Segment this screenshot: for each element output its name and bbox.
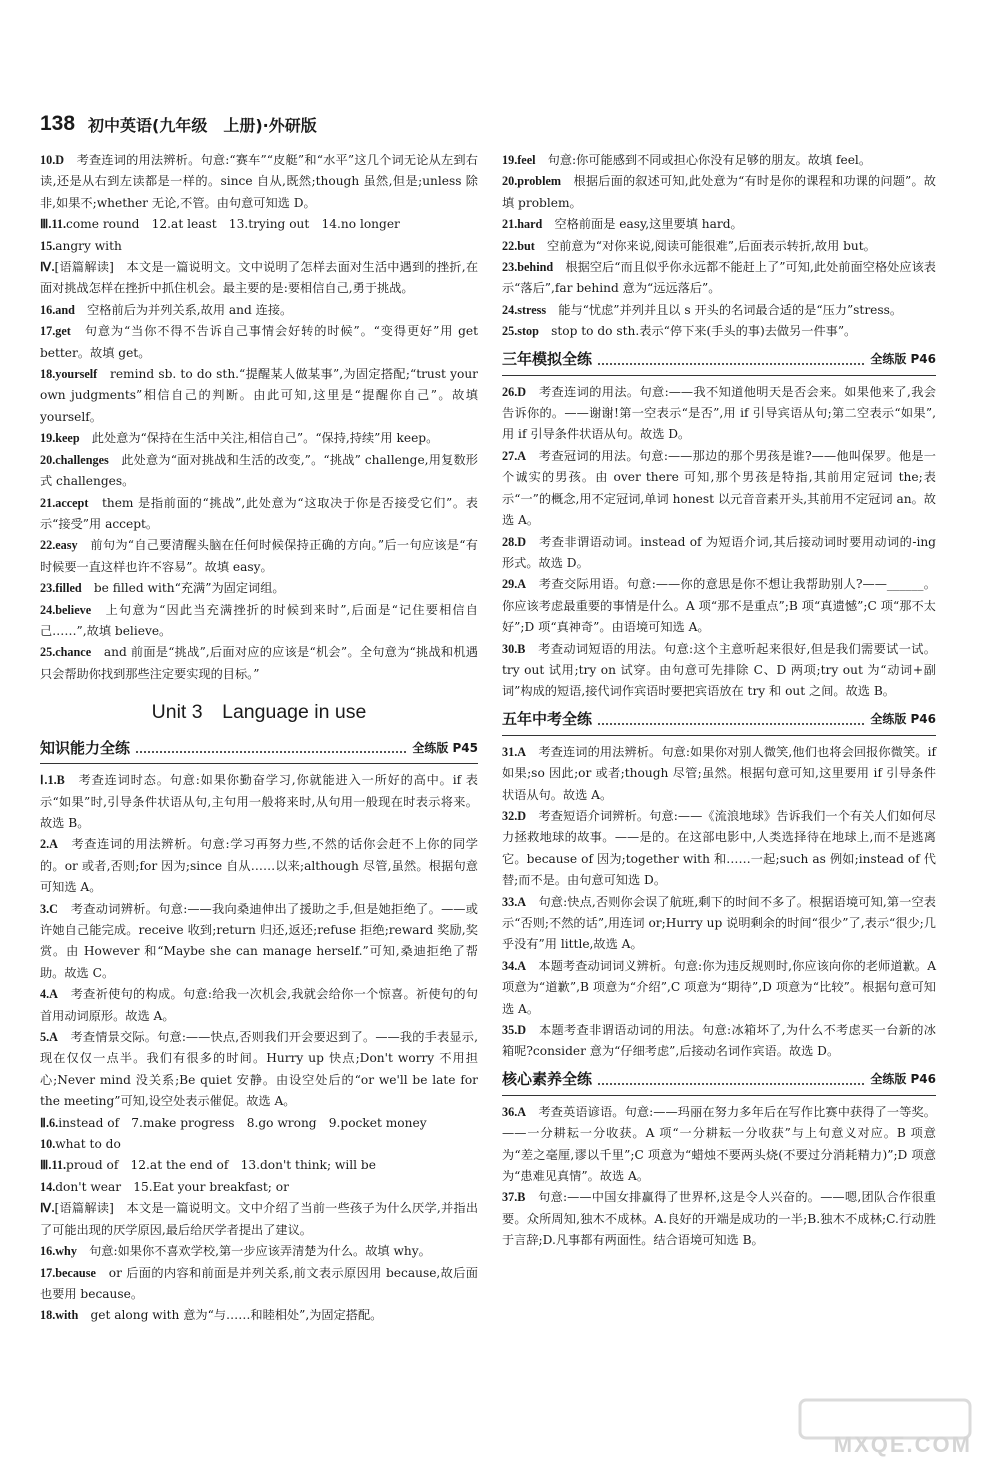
answer-entry <box>502 150 936 171</box>
answer-number: 26.D <box>502 384 527 399</box>
answer-text: [语篇解读] 本文是一篇说明文。文中介绍了当前一些孩子为什么厌学,并指出了可能出现的厌学原因,最后给厌学者提出了建议。 <box>40 1201 479 1237</box>
right-entries-bottom <box>502 1102 936 1252</box>
answer-text: 考查英语谚语。句意:——玛丽在努力多年后在写作比赛中获得了一等奖。——一分耕耘一分收获。A 项“一分耕耘一分收获”与上句意义对应。B 项意为“差之毫厘,谬以千里”;C 项意为“蜡烛不要两头烧(不要过分消耗精力)”;D 项意为“患难见真情”。故选 A。 <box>502 1104 936 1184</box>
answer-number: 20.challenges <box>40 452 109 467</box>
answer-number: Ⅰ.1.B <box>40 773 65 788</box>
answer-entry <box>40 1177 478 1198</box>
answer-text: 能与“忧虑”并列并且以 s 开头的名词最合适的是“压力”stress。 <box>546 302 903 317</box>
answer-number: 31.A <box>502 744 527 759</box>
answer-entry <box>40 984 478 1027</box>
answer-text: 句意:——中国女排赢得了世界杯,这是令人兴奋的。——嗯,团队合作很重要。众所周知,独木不成林。A.良好的开端是成功的一半;B.独木不成林;C.行动胜于言辞;D.凡事都有两面性。结合语境可知选 B。 <box>502 1190 936 1248</box>
answer-entry <box>502 1102 936 1188</box>
answer-number: 15. <box>40 238 56 253</box>
answer-entry <box>40 1027 478 1113</box>
answer-entry <box>40 321 478 364</box>
answer-entry <box>502 300 936 321</box>
answer-entry <box>40 642 478 685</box>
answer-entry <box>502 446 936 532</box>
section-rule <box>502 375 936 376</box>
section-dots <box>598 723 864 725</box>
answer-entry <box>40 364 478 428</box>
answer-entry <box>502 574 936 638</box>
answer-entry <box>40 770 478 834</box>
answer-text: angry with <box>55 238 122 253</box>
answer-text: 考查短语介词辨析。句意:——《流浪地球》告诉我们一个有关人们如何尽力拯救地球的故事。——是的。在这部电影中,人类选择待在地球上,而不是逃离它。because of 因为;together with 和……一起;such as 例如;instead of 代替;而不是。由句意可知选 D。 <box>502 808 936 888</box>
section-header-knowledge <box>40 735 478 759</box>
answer-entry <box>502 1187 936 1251</box>
answer-number: 18.yourself <box>40 367 98 382</box>
section-header-core <box>502 1067 936 1091</box>
answer-text: instead of 7.make progress 8.go wrong 9.pocket money <box>58 1115 427 1130</box>
section-title: 核心素养全练 <box>502 1070 593 1089</box>
answer-text: remind sb. to do sth.“提醒某人做某事”,为固定搭配;“trust your own judgments”相信自己的判断。由此可知,这里是“提醒你自己”。故填 yourself。 <box>40 367 478 424</box>
answer-entry <box>502 1020 936 1063</box>
answer-number: 18.with <box>40 1308 79 1323</box>
answer-text: 句意:你可能感到不同或担心你没有足够的朋友。故填 feel。 <box>535 153 872 167</box>
answer-entry <box>502 956 936 1020</box>
answer-entry <box>40 834 478 898</box>
answer-entry <box>40 535 478 578</box>
right-entries-mid <box>502 382 936 703</box>
answer-number: 36.A <box>502 1104 527 1119</box>
answer-text: 空格前面是 easy,这里要填 hard。 <box>542 217 743 232</box>
answer-number: 20.problem <box>502 174 562 189</box>
answer-number: Ⅱ.6. <box>40 1115 59 1130</box>
watermark-text: MXQE.COM <box>833 1432 972 1457</box>
answer-entry <box>40 600 478 643</box>
answer-text: stop to do sth.表示“停下来(手头的事)去做另一件事”。 <box>538 324 857 339</box>
left-column <box>40 150 478 1327</box>
answer-entry <box>40 300 478 321</box>
answer-text: 根据空后“而且似乎你永远都不能赶上了”可知,此处前面空格处应该表示“落后”,far behind 意为“远远落后”。 <box>502 260 936 296</box>
answer-entry <box>502 236 936 257</box>
right-column <box>502 150 936 1252</box>
answer-entry <box>502 892 936 956</box>
answer-number: 34.A <box>502 958 527 973</box>
watermark-logo <box>780 1396 990 1466</box>
answer-number: 27.A <box>502 448 527 463</box>
answer-number: 32.D <box>502 808 527 823</box>
answer-entry <box>40 236 478 257</box>
section-title: 三年模拟全练 <box>502 350 593 369</box>
answer-number: 21.hard <box>502 217 543 232</box>
section-title: 知识能力全练 <box>40 738 131 757</box>
answer-text: 考查连词的用法辨析。句意:如果你对别人微笑,他们也将会回报你微笑。if 如果;so 因此;or 或者;though 尽管;虽然。根据句意可知,这里要用 if 引导条件状语从句。故选 A。 <box>502 744 936 802</box>
answer-text: 此处意为“保持在生活中关注,相信自己”。“保持,持续”用 keep。 <box>79 431 439 446</box>
answer-number: Ⅲ.11. <box>40 1158 67 1173</box>
answer-text: be filled with“充满”为固定词组。 <box>81 581 285 596</box>
answer-entry <box>502 171 936 214</box>
section-header-five-year <box>502 707 936 731</box>
answer-number: 21.accept <box>40 495 89 510</box>
answer-entry <box>40 1113 478 1134</box>
answer-entry <box>40 578 478 599</box>
answer-number: Ⅲ.11. <box>40 217 67 232</box>
page-header <box>40 112 970 142</box>
answer-number: Ⅳ. <box>40 1201 55 1216</box>
answer-entry <box>40 1155 478 1176</box>
answer-number: 29.A <box>502 577 527 592</box>
answer-entry <box>40 428 478 449</box>
section-dots <box>598 1083 864 1085</box>
left-entries-bottom <box>40 770 478 1327</box>
answer-entry <box>40 899 478 985</box>
answer-number: 17.get <box>40 324 71 339</box>
section-title: 五年中考全练 <box>502 710 593 729</box>
answer-text: 考查连词的用法辨析。句意:学习再努力些,不然的话你会赶不上你的同学的。or 或者,否则;for 因为;since 自从……以来;although 尽管,虽然。根据句意可知选 A。 <box>40 837 478 895</box>
answer-number: 24.believe <box>40 602 92 617</box>
answer-text: 考查祈使句的构成。句意:给我一次机会,我就会给你一个惊喜。祈使句的句首用动词原形。故选 A。 <box>40 987 478 1023</box>
answer-number: 10. <box>40 1137 56 1152</box>
answer-entry <box>502 382 936 446</box>
answer-entry <box>502 742 936 806</box>
answer-number: 23.behind <box>502 260 554 275</box>
answer-text: 空前意为“对你来说,阅读可能很难”,后面表示转折,故用 but。 <box>534 238 876 253</box>
answer-number: 19.keep <box>40 431 80 446</box>
answer-number: 16.and <box>40 302 75 317</box>
answer-number: 10.D <box>40 153 65 167</box>
answer-text: [语篇解读] 本文是一篇说明文。文中说明了怎样去面对生活中遇到的挫折,在面对挑战怎样在挫折中抓住机会。最主要的是:要相信自己,勇于挑战。 <box>40 260 479 296</box>
answer-entry <box>40 1305 478 1326</box>
section-dots <box>136 751 406 753</box>
answer-entry <box>502 214 936 235</box>
answer-text: proud of 12.at the end of 13.don't think; will be <box>66 1158 376 1173</box>
answer-number: 16.why <box>40 1244 77 1259</box>
answer-text: what to do <box>55 1137 121 1152</box>
section-rule <box>502 735 936 736</box>
answer-text: and 前面是“挑战”,后面对应的应该是“机会”。全句意为“挑战和机遇只会帮助你找到那些注定要实现的目标。” <box>40 645 478 681</box>
answer-entry <box>40 1134 478 1155</box>
page-number: 138 <box>40 112 76 135</box>
section-rule <box>502 1095 936 1096</box>
answer-number: 30.B <box>502 641 526 656</box>
answer-entry <box>502 806 936 892</box>
answer-entry <box>40 450 478 493</box>
answer-text: 本题考查动词词义辨析。句意:你为违反规则时,你应该向你的老师道歉。A 项意为“道歉”,B 项意为“介绍”,C 项意为“期待”,D 项意为“比较”。根据句意可知选 A。 <box>502 958 936 1016</box>
answer-text: 考查动词辨析。句意:——我向桑迪伸出了援助之手,但是她拒绝了。——或许她自己能完成。receive 收到;return 归还,返还;refuse 拒绝;reward 奖励,奖赏。由 However 和“Maybe she can manage herself.”可知,桑迪拒绝了帮助。故选 C。 <box>40 901 478 980</box>
answer-number: 35.D <box>502 1023 527 1038</box>
answer-text: 前句为“自己要清醒头脑在任何时候保持正确的方向。”后一句应该是“有时候要一直这样也许不容易”。故填 easy。 <box>40 538 478 574</box>
unit-title: Unit 3 Language in use <box>151 701 367 724</box>
answer-number: 19.feel <box>502 153 536 167</box>
answer-number: 23.filled <box>40 581 82 596</box>
section-ref: 全练版 P46 <box>870 1072 936 1087</box>
right-entries-top <box>502 150 936 343</box>
answer-text: 考查交际用语。句意:——你的意思是你不想让我帮助别人?——______。你应该考虑最重要的事情是什么。A 项“那不是重点”;B 项“真遗憾”;C 项“那不太好”;D 项“真神奇”。由语境可知选 A。 <box>502 577 936 635</box>
section-header-three-year <box>502 347 936 371</box>
answer-number: Ⅳ. <box>40 260 55 275</box>
left-entries-top <box>40 150 478 685</box>
answer-text: 空格前后为并列关系,故用 and 连接。 <box>74 302 293 317</box>
section-ref: 全练版 P45 <box>412 740 478 755</box>
answer-number: 5.A <box>40 1030 58 1045</box>
answer-text: 考查冠词的用法。句意:——那边的那个男孩是谁?——他叫保罗。他是一个诚实的男孩。由 over there 可知,那个男孩是特指,其前用定冠词 the;表示“一”的概念,用不定冠词,单词 honest 以元音音素开头,其前用不定冠词 an。故选 A。 <box>502 448 936 528</box>
answer-text: or 后面的内容和前面是并列关系,前文表示原因用 because,故后面也要用 because。 <box>40 1265 478 1301</box>
answer-text: 考查非谓语动词。instead of 为短语介词,其后接动词时要用动词的-ing 形式。故选 D。 <box>502 534 936 570</box>
answer-number: 25.chance <box>40 645 92 660</box>
answer-number: 33.A <box>502 894 527 909</box>
answer-entry <box>40 1198 478 1241</box>
answer-text: 此处意为“面对挑战和生活的改变,”。“挑战” challenge,用复数形式 challenges。 <box>40 452 478 489</box>
answer-text: them 是指前面的“挑战”,此处意为“这取决于你是否接受它们”。表示“接受”用 accept。 <box>40 495 478 531</box>
answer-number: 2.A <box>40 837 58 852</box>
answer-entry <box>40 214 478 235</box>
answer-number: 25.stop <box>502 324 539 339</box>
answer-number: 24.stress <box>502 302 547 317</box>
answer-text: 根据后面的叙述可知,此处意为“有时是你的课程和功课的问题”。故填 problem。 <box>502 174 936 210</box>
answer-entry <box>502 321 936 342</box>
section-ref: 全练版 P46 <box>870 352 936 367</box>
answer-number: 28.D <box>502 534 527 549</box>
answer-text: 上句意为“因此当充满挫折的时候到来时”,后面是“记住要相信自己……”,故填 believe。 <box>40 602 478 638</box>
answer-text: 本题考查非谓语动词的用法。句意:冰箱坏了,为什么不考虑买一台新的冰箱呢?consider 意为“仔细考虑”,后接动名词作宾语。故选 D。 <box>502 1023 936 1059</box>
answer-text: come round 12.at least 13.trying out 14.no longer <box>66 217 400 232</box>
answer-entry <box>40 257 478 300</box>
answer-text: 考查连词的用法。句意:——我不知道他明天是否会来。如果他来了,我会告诉你的。——谢谢!第一空表示“是否”,用 if 引导宾语从句;第二空表示“如果”,用 if 引导条件状语从句。故选 D。 <box>502 384 936 442</box>
answer-text: 考查连词的用法辨析。句意:“赛车”“皮艇”和“水平”这几个词无论从左到右读,还是从右到左读都是一样的。since 自从,既然;though 虽然,但是;unless 除非,如果不;whether 无论,不管。由句意可知选 D。 <box>40 153 478 210</box>
answer-entry <box>40 1241 478 1262</box>
answer-text: 句意:如果你不喜欢学校,第一步应该弄清楚为什么。故填 why。 <box>76 1244 431 1259</box>
answer-text: 考查情景交际。句意:——快点,否则我们开会要迟到了。——我的手表显示,现在仅仅一点半。我们有很多的时间。Hurry up 快点;Don't worry 不用担心;Never mind 没关系;Be quiet 安静。由设空处后的“or we'll be late for the meeting”可知,设空处表示催促。故选 A。 <box>40 1030 478 1109</box>
answer-text: don't wear 15.Eat your breakfast; or <box>55 1179 289 1194</box>
answer-text: 考查动词短语的用法。句意:这个主意听起来很好,但是我们需要试一试。try out 试用;try on 试穿。由句意可先排除 C、D 两项;try out 为“动词+副词”构成的短语,接代词作宾语时要把宾语放在 try 和 out 之间。故选 B。 <box>502 641 936 699</box>
answer-entry <box>502 257 936 300</box>
answer-entry <box>502 639 936 703</box>
answer-number: 37.B <box>502 1190 526 1205</box>
answer-number: 3.C <box>40 901 58 916</box>
right-entries-mid2 <box>502 742 936 1063</box>
section-ref: 全练版 P46 <box>870 712 936 727</box>
answer-entry <box>502 532 936 575</box>
answer-number: 17.because <box>40 1265 96 1280</box>
answer-text: get along with 意为“与……和睦相处”,为固定搭配。 <box>78 1308 383 1323</box>
answer-entry <box>40 150 478 214</box>
answer-text: 句意:快点,否则你会误了航班,剩下的时间不多了。根据语境可知,第一空表示“否则;不然的话”,用连词 or;Hurry up 说明剩余的时间“很少”了,表示“很少;几乎没有”用 little,故选 A。 <box>502 894 936 952</box>
answer-number: 22.but <box>502 238 535 253</box>
answer-entry <box>40 1263 478 1306</box>
answer-text: 句意为“当你不得不告诉自己事情会好转的时候”。“变得更好”用 get better。故填 get。 <box>40 324 478 360</box>
answer-number: 14. <box>40 1179 56 1194</box>
section-rule <box>40 763 478 764</box>
answer-number: 22.easy <box>40 538 78 553</box>
answer-text: 考查连词时态。句意:如果你勤奋学习,你就能进入一所好的高中。if 表示“如果”时,引导条件状语从句,主句用一般将来时,从句用一般现在时表示将来。故选 B。 <box>40 773 478 830</box>
book-title: 初中英语(九年级 上册)·外研版 <box>88 116 317 135</box>
answer-number: 4.A <box>40 987 58 1002</box>
answer-entry <box>40 493 478 536</box>
section-dots <box>598 363 864 365</box>
